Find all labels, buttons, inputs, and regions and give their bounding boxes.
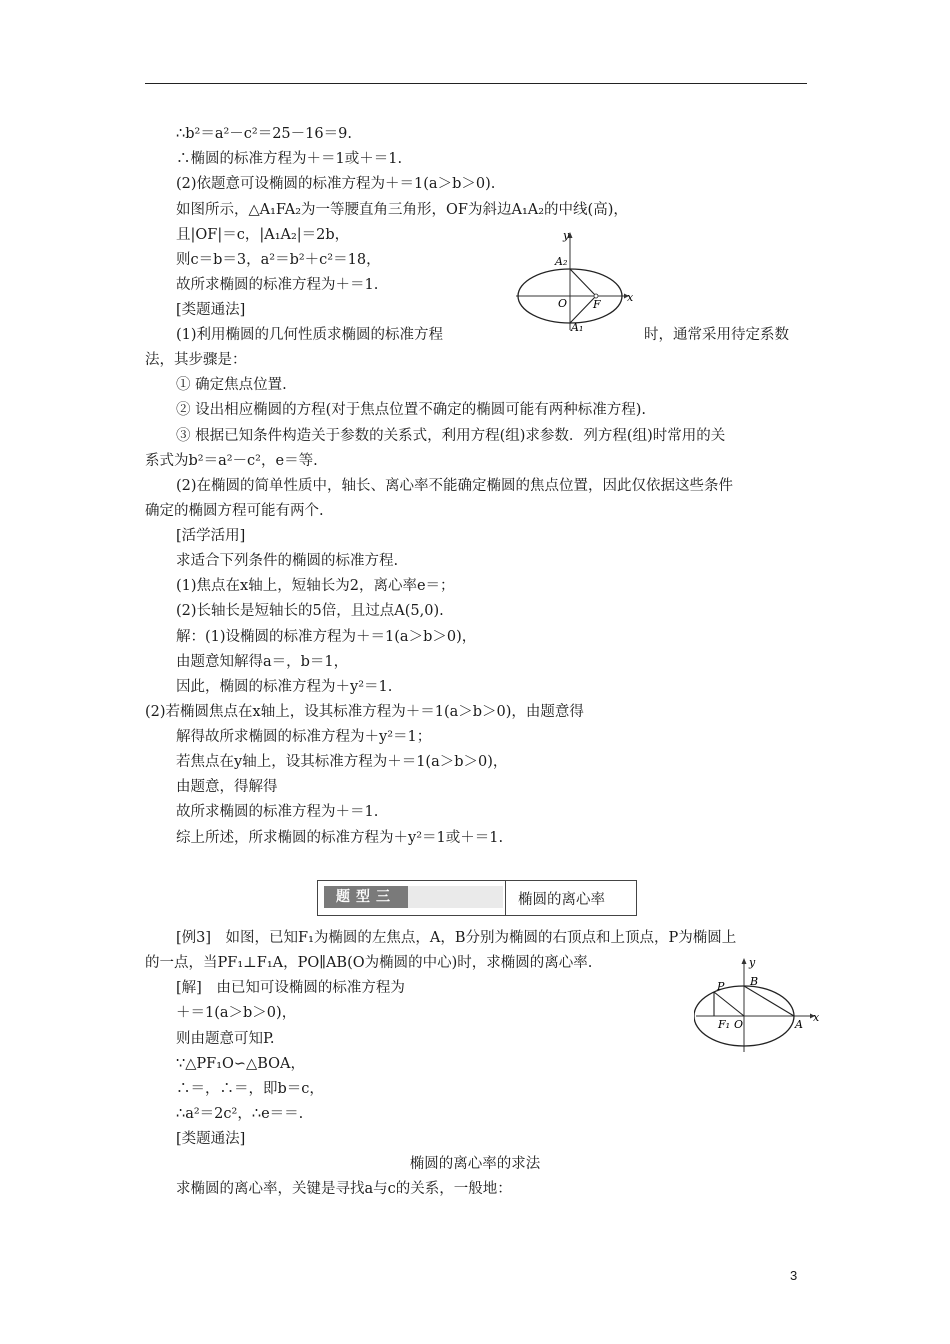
text-line: ∴a²＝2c²，∴e＝＝. (176, 1106, 304, 1122)
section-label: [活学活用] (176, 528, 246, 544)
banner-tag-extension (408, 886, 503, 908)
text-line: 解得故所求椭圆的标准方程为＋y²＝1； (176, 729, 432, 745)
text-line: ＋＝1(a＞b＞0)， (176, 1005, 297, 1021)
text-line: (1)焦点在x轴上，短轴长为2，离心率e＝； (176, 578, 455, 594)
page-number: 3 (790, 1268, 798, 1283)
subheading: 椭圆的离心率的求法 (409, 1156, 541, 1172)
text-line: (2)在椭圆的简单性质中，轴长、离心率不能确定椭圆的焦点位置，因此仅依据这些条件 (176, 478, 734, 494)
text-line: 若焦点在y轴上，设其标准方程为＋＝1(a＞b＞0)， (176, 754, 508, 770)
text-line: 综上所述，所求椭圆的标准方程为＋y²＝1或＋＝1. (176, 830, 504, 846)
text-line: ③ 根据已知条件构造关于参数的关系式，利用方程(组)求参数．列方程(组)时常用的关 (176, 428, 726, 444)
text-line: ∵△PF₁O∽△BOA， (176, 1056, 305, 1072)
text-line: (2)依题意可设椭圆的标准方程为＋＝1(a＞b＞0). (176, 176, 496, 192)
banner-tag: 题型三 (324, 886, 408, 908)
text-line: 法，其步骤是： (145, 352, 247, 368)
text-line: 如图所示，△A₁FA₂为一等腰直角三角形，OF为斜边A₁A₂的中线(高)， (176, 202, 628, 218)
ellipse-figure-1 (512, 228, 636, 334)
text-line: 系式为b²＝a²－c²，e＝等. (145, 453, 318, 469)
text-line: 的一点，当PF₁⊥F₁A，PO∥AB(O为椭圆的中心)时，求椭圆的离心率. (145, 955, 593, 971)
header-rule (145, 83, 807, 84)
text-line: 则c＝b＝3，a²＝b²＋c²＝18， (176, 252, 381, 268)
text-line: [解] 由已知可设椭圆的标准方程为 (176, 980, 405, 996)
text-line: 求适合下列条件的椭圆的标准方程. (176, 553, 399, 569)
point-label-a1: A₁ (571, 321, 584, 334)
section-banner (317, 880, 637, 916)
text-line: 且|OF|＝c，|A₁A₂|＝2b， (176, 227, 350, 243)
text-line: 故所求椭圆的标准方程为＋＝1. (176, 804, 379, 820)
text-line: ∴b²＝a²－c²＝25－16＝9. (176, 126, 352, 142)
point-label-b: B (750, 975, 759, 988)
text-line: ∴椭圆的标准方程为＋＝1或＋＝1. (176, 151, 403, 167)
x-axis-label: x (627, 291, 634, 304)
x-axis-label: x (813, 1011, 820, 1024)
example-line: [例3] 如图，已知F₁为椭圆的左焦点，A，B分别为椭圆的右顶点和上顶点，P为椭圆上 (176, 930, 737, 946)
point-label-f1: F₁ (718, 1018, 731, 1031)
section-label: [类题通法] (176, 302, 246, 318)
text-line: 则由题意可知P. (176, 1031, 275, 1047)
text-line: ② 设出相应椭圆的方程(对于焦点位置不确定的椭圆可能有两种标准方程). (176, 402, 647, 418)
origin-label: O (734, 1018, 744, 1031)
point-label-a: A (795, 1018, 803, 1031)
y-axis-label: y (563, 229, 570, 242)
text-line: ∴＝，∴＝，即b＝c， (176, 1081, 324, 1097)
text-line: (2)长轴长是短轴长的5倍，且过点A(5,0). (176, 603, 444, 619)
origin-label: O (558, 297, 568, 310)
section-label: [类题通法] (176, 1131, 246, 1147)
banner-title: 椭圆的离心率 (518, 892, 605, 908)
text-line: ① 确定焦点位置. (176, 377, 287, 393)
text-line: 故所求椭圆的标准方程为＋＝1. (176, 277, 379, 293)
text-line: 确定的椭圆方程可能有两个. (145, 503, 324, 519)
text-line: 由题意知解得a＝，b＝1， (176, 654, 349, 670)
text-line: 解：(1)设椭圆的标准方程为＋＝1(a＞b＞0)， (176, 629, 477, 645)
focus-label: F (593, 298, 601, 311)
y-axis-label: y (749, 956, 756, 969)
text-line: 因此，椭圆的标准方程为＋y²＝1. (176, 679, 393, 695)
text-line: (2)若椭圆焦点在x轴上，设其标准方程为＋＝1(a＞b＞0)，由题意得 (145, 704, 584, 720)
text-line: (1)利用椭圆的几何性质求椭圆的标准方程 (176, 327, 444, 343)
text-line: 由题意，得解得 (176, 779, 278, 795)
text-line: 时，通常采用待定系数 (644, 327, 789, 343)
text-line: 求椭圆的离心率，关键是寻找a与c的关系，一般地： (176, 1181, 512, 1197)
y-axis-arrow (742, 958, 747, 964)
point-label-p: P (717, 980, 725, 993)
banner-divider (505, 881, 506, 915)
ellipse-figure-2 (694, 954, 824, 1056)
segment-po (714, 992, 744, 1016)
point-label-a2: A₂ (555, 255, 568, 268)
